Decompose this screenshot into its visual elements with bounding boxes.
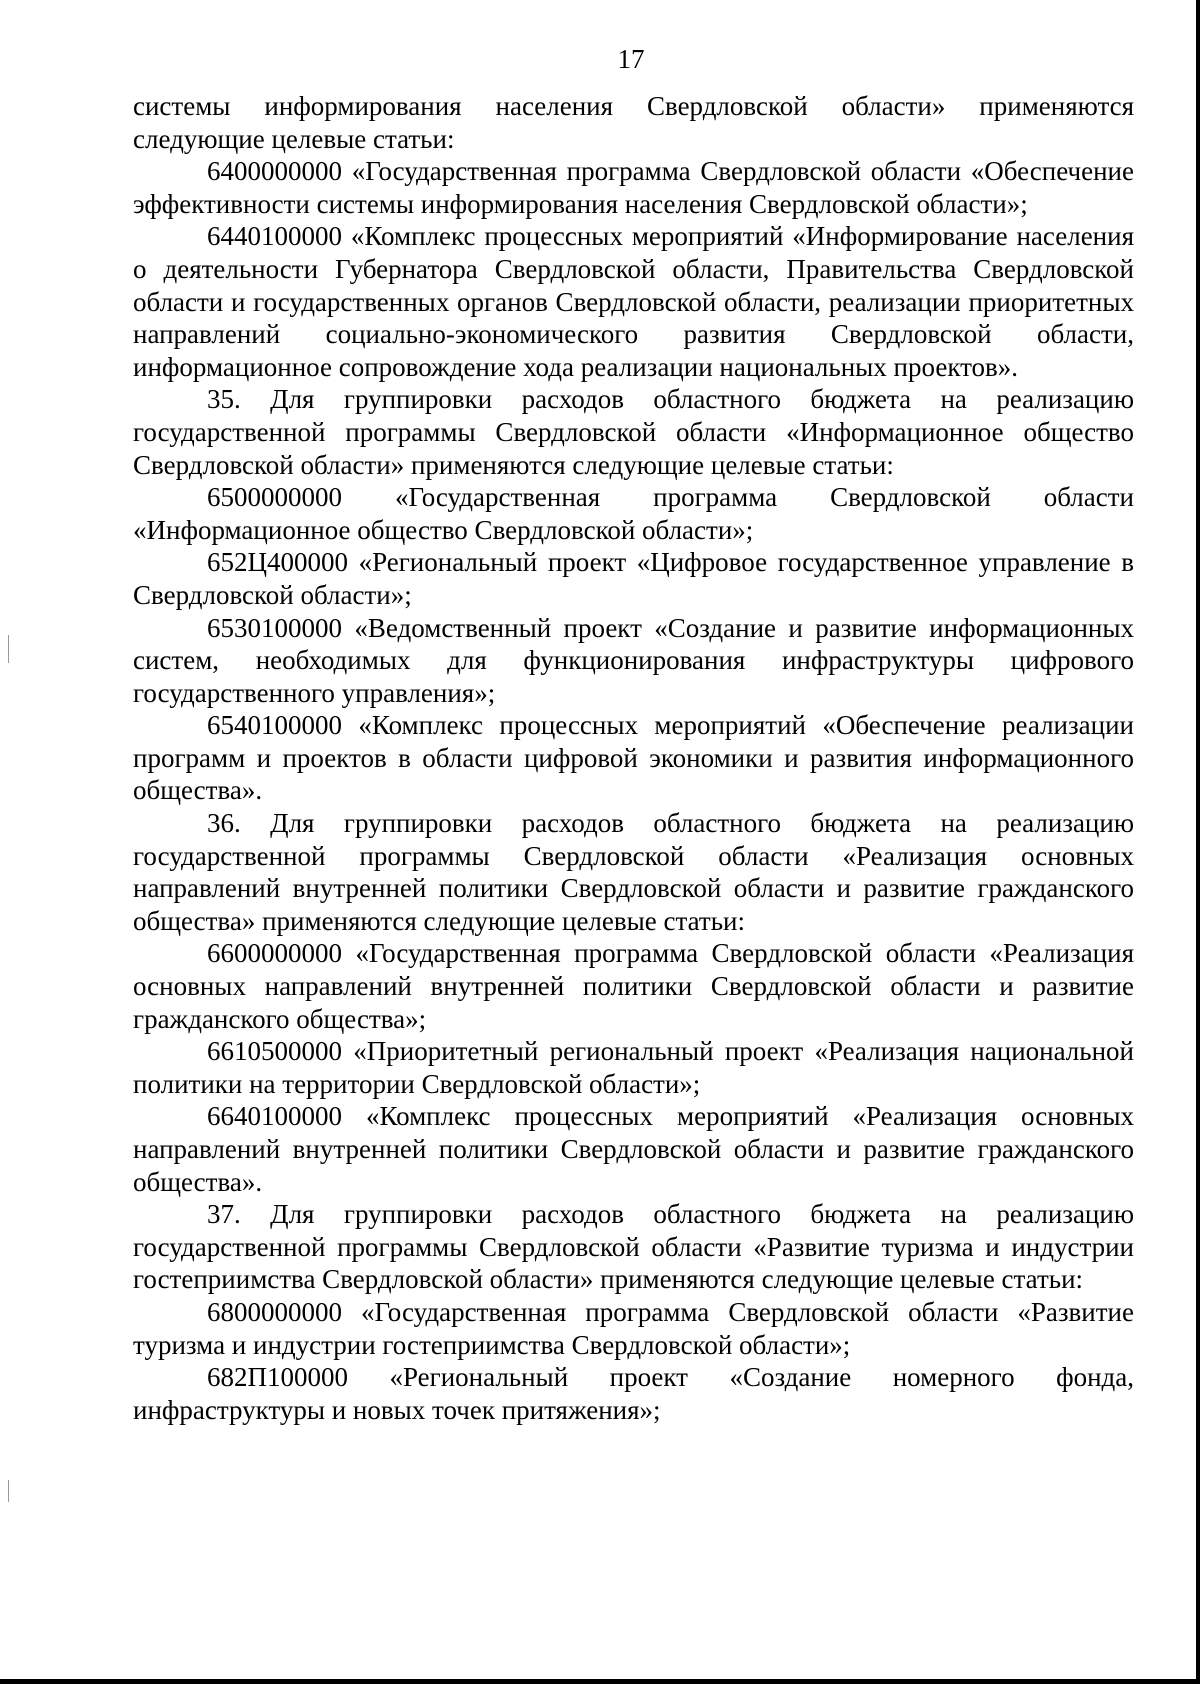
paragraph: системы информирования населения Свердловской области» применяются следующие целевые статьи: [133, 91, 1134, 154]
scan-margin-mark [8, 1480, 9, 1502]
paragraph: 652Ц400000 «Региональный проект «Цифровое государственное управление в Свердловской области»; [133, 547, 1134, 610]
paragraph: 6610500000 «Приоритетный региональный проект «Реализация национальной политики на территории Свердловской области»; [133, 1036, 1134, 1099]
paragraph: 35. Для группировки расходов областного бюджета на реализацию государственной программы Свердловской области «Информационное общество Свердловской области» применяются следующие целевые статьи: [133, 384, 1134, 480]
paragraph: 36. Для группировки расходов областного бюджета на реализацию государственной программы Свердловской области «Реализация основных направлений внутренней политики Свердловской области и развитие гражданского общества» применяются следующие целевые статьи: [133, 808, 1134, 936]
paragraph: 6600000000 «Государственная программа Свердловской области «Реализация основных направлений внутренней политики Свердловской области и развитие гражданского общества»; [133, 938, 1134, 1034]
paragraph: 682П100000 «Региональный проект «Создание номерного фонда, инфраструктуры и новых точек притяжения»; [133, 1362, 1134, 1425]
page-number: 17 [617, 44, 645, 74]
paragraph: 6800000000 «Государственная программа Свердловской области «Развитие туризма и индустрии гостеприимства Свердловской области»; [133, 1296, 1134, 1360]
paragraph: 6640100000 «Комплекс процессных мероприятий «Реализация основных направлений внутренней политики Свердловской области и развитие гражданского общества». [133, 1101, 1134, 1197]
scan-edge-bottom [0, 1679, 1200, 1684]
paragraph: 6400000000 «Государственная программа Свердловской области «Обеспечение эффективности системы информирования населения Свердловской области»; [133, 156, 1134, 219]
paragraph: 6540100000 «Комплекс процессных мероприятий «Обеспечение реализации программ и проектов в области цифровой экономики и развития информационного общества». [133, 710, 1134, 806]
paragraph: 6530100000 «Ведомственный проект «Создание и развитие информационных систем, необходимых для функционирования инфраструктуры цифрового государственного управления»; [133, 612, 1134, 708]
paragraph: 6440100000 «Комплекс процессных мероприятий «Информирование населения о деятельности Губернатора Свердловской области, Правительства Свердловской области и государственных органов Свердловской области, реализации приоритетных направлений социально-экономического развития Свердловской области, информационное сопровождение хода реализации национальных проектов». [133, 221, 1134, 382]
scan-edge-right [1196, 0, 1200, 1684]
document-body [133, 90, 1134, 1426]
scan-margin-mark [8, 635, 9, 663]
paragraph: 37. Для группировки расходов областного бюджета на реализацию государственной программы Свердловской области «Развитие туризма и индустрии гостеприимства Свердловской области» применяются следующие целевые статьи: [133, 1199, 1134, 1295]
paragraph: 6500000000 «Государственная программа Свердловской области «Информационное общество Свердловской области»; [133, 482, 1134, 545]
